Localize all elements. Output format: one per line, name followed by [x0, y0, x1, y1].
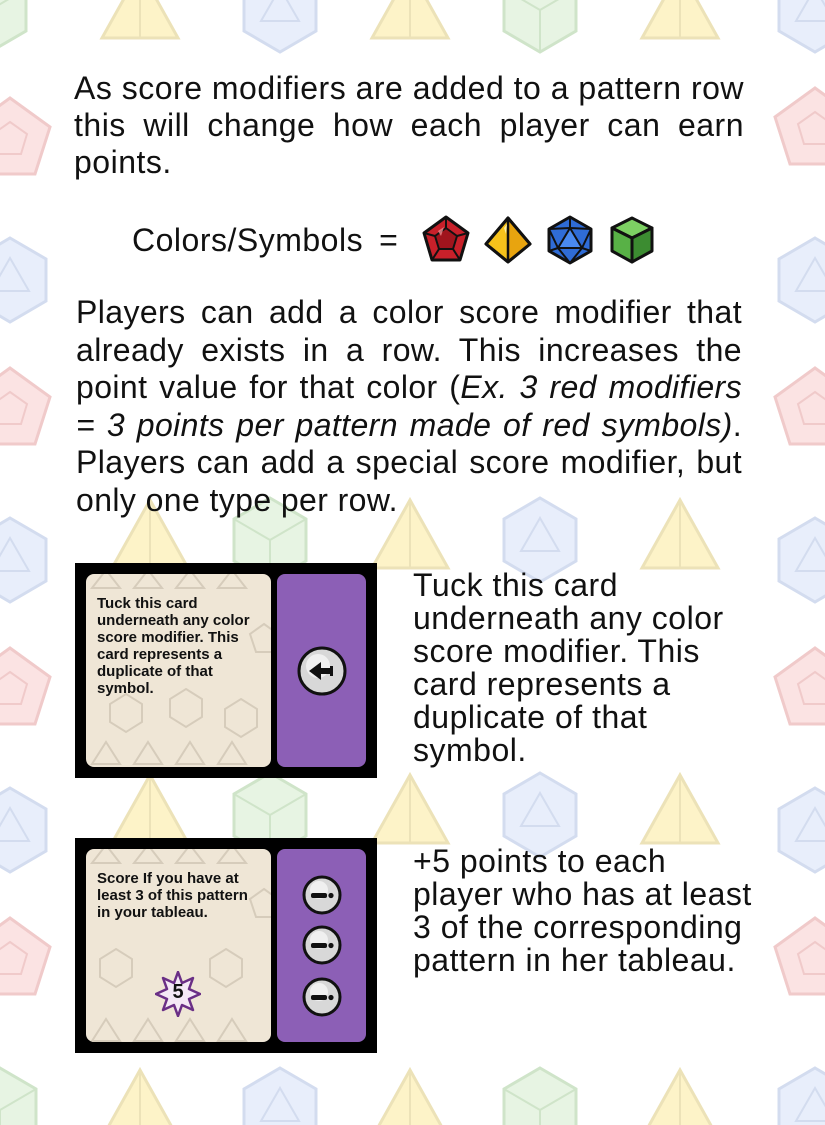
duplicate-card-description: Tuck this card underneath any color score modifier. This card represents a duplicate of that symbol.	[413, 567, 724, 768]
rules-paragraph	[76, 294, 742, 519]
card-text-panel	[86, 849, 271, 1042]
card-rule-text: Score If you have at least 3 of this pattern in your tableau.	[97, 870, 248, 921]
rules-example-text: Ex. 3 red modifiers = 3 points per pattern made of red symbols)	[76, 369, 742, 443]
card-symbol-panel	[277, 574, 366, 767]
pattern-token-icon	[302, 977, 342, 1017]
colors-symbols-row	[132, 214, 668, 266]
score-value: 5	[172, 981, 184, 1003]
intro-paragraph: As score modifiers are added to a pattern row this will change how each player can earn points.	[74, 70, 744, 180]
duplicate-modifier-card	[75, 563, 377, 778]
pattern-token-icon	[302, 925, 342, 965]
rules-text-part2: . Players can add a special score modifier, but only one type per row.	[76, 406, 742, 518]
pattern-token-icon	[302, 875, 342, 915]
pattern-bonus-card	[75, 838, 377, 1053]
card-rule-text: Tuck this card underneath any color score modifier. This card represents a duplicate of that symbol.	[97, 595, 250, 697]
yellow-tetrahedron-icon	[482, 214, 534, 266]
rules-text-part1: Players can add a color score modifier that already exists in a row. This increases the point value for that color (	[76, 294, 742, 405]
back-arrow-icon	[297, 646, 347, 696]
card-symbol-panel	[277, 849, 366, 1042]
card-text-panel	[86, 574, 271, 767]
equals-sign: =	[379, 221, 399, 258]
pattern-bonus-description: +5 points to each player who has at least 3 of the corresponding pattern in her tableau.	[413, 843, 752, 978]
red-dodecahedron-icon	[420, 214, 472, 266]
green-cube-icon	[606, 214, 658, 266]
colors-symbols-label: Colors/Symbols	[132, 221, 364, 258]
blue-icosahedron-icon	[544, 214, 596, 266]
